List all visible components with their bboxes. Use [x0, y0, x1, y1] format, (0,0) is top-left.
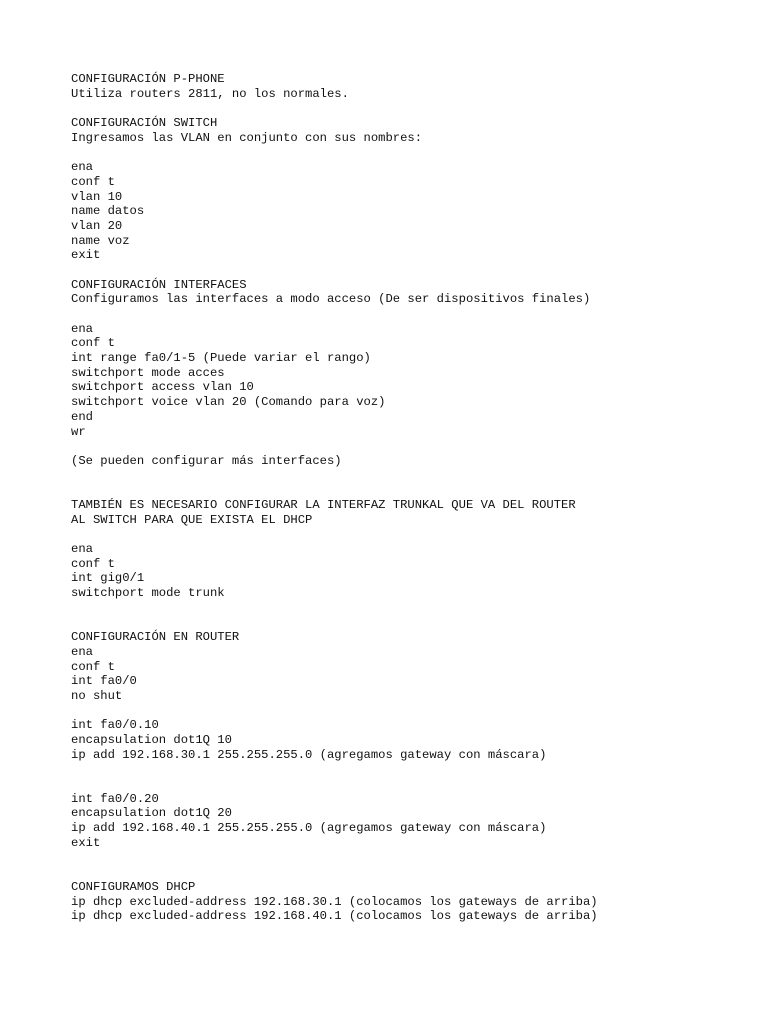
blank-line [71, 307, 751, 322]
text-line: Ingresamos las VLAN en conjunto con sus nombres: [71, 130, 423, 145]
blank-line [71, 704, 751, 719]
blank-line [71, 101, 751, 116]
blank-line [71, 615, 751, 630]
text-line: Utiliza routers 2811, no los normales. [71, 86, 349, 101]
text-line: int fa0/0.20 [71, 791, 159, 806]
text-line: exit [71, 835, 101, 850]
text-line: ena [71, 160, 93, 175]
text-line: conf t [71, 336, 115, 351]
blank-line [71, 527, 751, 542]
blank-line [71, 483, 751, 498]
document-body [71, 72, 751, 924]
text-line: ip dhcp excluded-address 192.168.30.1 (colocamos los gateways de arriba) [71, 894, 598, 909]
blank-line [71, 762, 751, 777]
text-line: ena [71, 644, 93, 659]
text-line: AL SWITCH PARA QUE EXISTA EL DHCP [71, 512, 313, 527]
text-line: CONFIGURACIÓN INTERFACES [71, 277, 247, 292]
blank-line [71, 263, 751, 278]
text-line: vlan 10 [71, 189, 123, 204]
text-line: int fa0/0 [71, 674, 137, 689]
text-line: CONFIGURAMOS DHCP [71, 879, 196, 894]
text-line: no shut [71, 688, 123, 703]
blank-line [71, 439, 751, 454]
text-line: ena [71, 321, 93, 336]
text-line: exit [71, 248, 101, 263]
blank-line [71, 145, 751, 160]
text-line: end [71, 409, 93, 424]
text-line: ip add 192.168.30.1 255.255.255.0 (agregamos gateway con máscara) [71, 747, 547, 762]
text-line: TAMBIÉN ES NECESARIO CONFIGURAR LA INTERFAZ TRUNKAL QUE VA DEL ROUTER [71, 497, 576, 512]
text-line: name voz [71, 233, 130, 248]
text-line: conf t [71, 659, 115, 674]
text-line: name datos [71, 204, 145, 219]
text-line: (Se pueden configurar más interfaces) [71, 453, 342, 468]
text-line: Configuramos las interfaces a modo acceso (De ser dispositivos finales) [71, 292, 591, 307]
text-line: CONFIGURACIÓN SWITCH [71, 116, 218, 131]
text-line: conf t [71, 174, 115, 189]
text-line: ip dhcp excluded-address 192.168.40.1 (colocamos los gateways de arriba) [71, 909, 598, 924]
text-line: ena [71, 542, 93, 556]
text-line: vlan 20 [71, 218, 123, 233]
text-line: conf t [71, 556, 115, 571]
text-line: switchport mode acces [71, 365, 225, 380]
blank-line [71, 850, 751, 865]
text-line: CONFIGURACIÓN EN ROUTER [71, 630, 240, 645]
blank-line [71, 469, 751, 484]
blank-line [71, 777, 751, 792]
blank-line [71, 601, 751, 616]
text-line: switchport voice vlan 20 (Comando para voz) [71, 395, 386, 410]
text-line: int range fa0/1-5 (Puede variar el rango) [71, 351, 371, 366]
text-line: ip add 192.168.40.1 255.255.255.0 (agregamos gateway con máscara) [71, 821, 547, 836]
text-line: int fa0/0.10 [71, 718, 159, 733]
text-line: encapsulation dot1Q 20 [71, 806, 232, 821]
text-line: CONFIGURACIÓN P-PHONE [71, 72, 225, 86]
text-line: wr [71, 424, 86, 439]
blank-line [71, 865, 751, 880]
text-line: switchport mode trunk [71, 586, 225, 601]
text-line: encapsulation dot1Q 10 [71, 732, 232, 747]
text-line: switchport access vlan 10 [71, 380, 254, 395]
text-line: int gig0/1 [71, 571, 145, 586]
